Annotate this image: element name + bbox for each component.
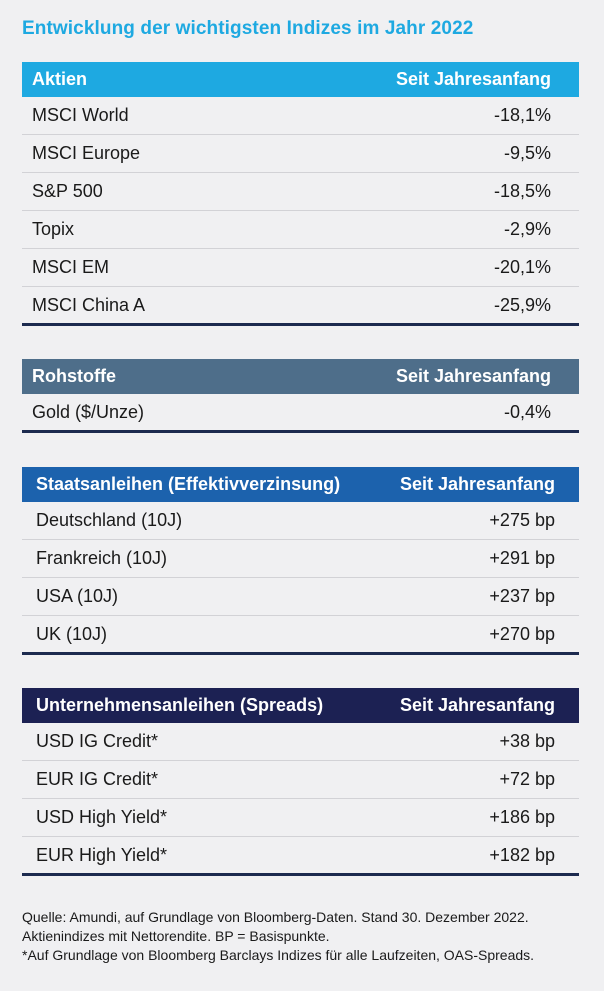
row-value: -25,9% <box>493 294 551 315</box>
header-label: Unternehmensanleihen (Spreads) <box>36 695 324 715</box>
row-name: MSCI Europe <box>32 143 141 163</box>
row-value: -9,5% <box>503 143 551 163</box>
header-column: Seit Jahresanfang <box>395 366 551 386</box>
table-row <box>22 249 579 287</box>
row-value: -20,1% <box>493 257 551 277</box>
row-value: +291 bp <box>489 548 555 568</box>
footnote-asterisk: *Auf Grundlage von Bloomberg Barclays Indizes für alle Laufzeiten, OAS-Spreads. <box>22 947 535 963</box>
table-row <box>22 173 579 211</box>
table-unternehmensanleihen <box>22 688 579 876</box>
row-name: EUR High Yield* <box>36 844 168 865</box>
table-row <box>22 723 579 761</box>
row-value: -2,9% <box>503 219 551 239</box>
header-column: Seit Jahresanfang <box>399 474 555 494</box>
row-value: +38 bp <box>499 731 555 751</box>
row-value: +72 bp <box>499 769 555 789</box>
row-name: UK (10J) <box>36 623 108 644</box>
row-value: +182 bp <box>489 844 555 865</box>
row-name: MSCI China A <box>32 294 146 315</box>
header-label: Aktien <box>32 69 88 89</box>
table-row <box>22 211 579 249</box>
row-value: -18,1% <box>493 105 551 125</box>
row-name: USA (10J) <box>36 586 119 606</box>
table-aktien <box>22 62 579 326</box>
table-rohstoffe <box>22 359 579 433</box>
table-row <box>22 578 579 616</box>
row-name: Deutschland (10J) <box>36 510 183 530</box>
table-row <box>22 135 579 173</box>
table-header <box>22 359 579 394</box>
row-name: USD High Yield* <box>36 807 168 827</box>
footnote-source: Quelle: Amundi, auf Grundlage von Bloomberg-Daten. Stand 30. Dezember 2022. <box>22 909 529 925</box>
row-value: +237 bp <box>489 586 555 606</box>
row-value: +186 bp <box>489 807 555 827</box>
table-row <box>22 287 579 326</box>
table-staatsanleihen <box>22 467 579 655</box>
footnote-definitions: Aktienindizes mit Nettorendite. BP = Basispunkte. <box>22 928 330 944</box>
table-row <box>22 502 579 540</box>
row-name: MSCI EM <box>32 257 110 277</box>
header-label: Staatsanleihen (Effektivverzinsung) <box>36 474 341 494</box>
page-title: Entwicklung der wichtigsten Indizes im Jahr 2022 <box>22 18 474 39</box>
row-name: S&P 500 <box>32 181 103 201</box>
table-row <box>22 761 579 799</box>
table-header <box>22 467 579 502</box>
row-name: Topix <box>32 219 75 239</box>
table-row <box>22 799 579 837</box>
header-label: Rohstoffe <box>32 366 116 386</box>
row-value: +270 bp <box>489 623 555 644</box>
table-row <box>22 540 579 578</box>
row-value: -18,5% <box>493 181 551 201</box>
row-value: -0,4% <box>503 401 551 422</box>
table-row <box>22 97 579 135</box>
row-name: EUR IG Credit* <box>36 769 159 789</box>
table-row <box>22 394 579 433</box>
table-header <box>22 62 579 97</box>
row-value: +275 bp <box>489 510 555 530</box>
row-name: Frankreich (10J) <box>36 548 168 568</box>
row-name: MSCI World <box>32 105 129 125</box>
footnotes <box>22 908 592 965</box>
header-column: Seit Jahresanfang <box>395 69 551 89</box>
table-row <box>22 616 579 655</box>
table-row <box>22 837 579 876</box>
header-column: Seit Jahresanfang <box>399 695 555 715</box>
table-header <box>22 688 579 723</box>
row-name: USD IG Credit* <box>36 731 159 751</box>
row-name: Gold ($/Unze) <box>32 401 145 422</box>
